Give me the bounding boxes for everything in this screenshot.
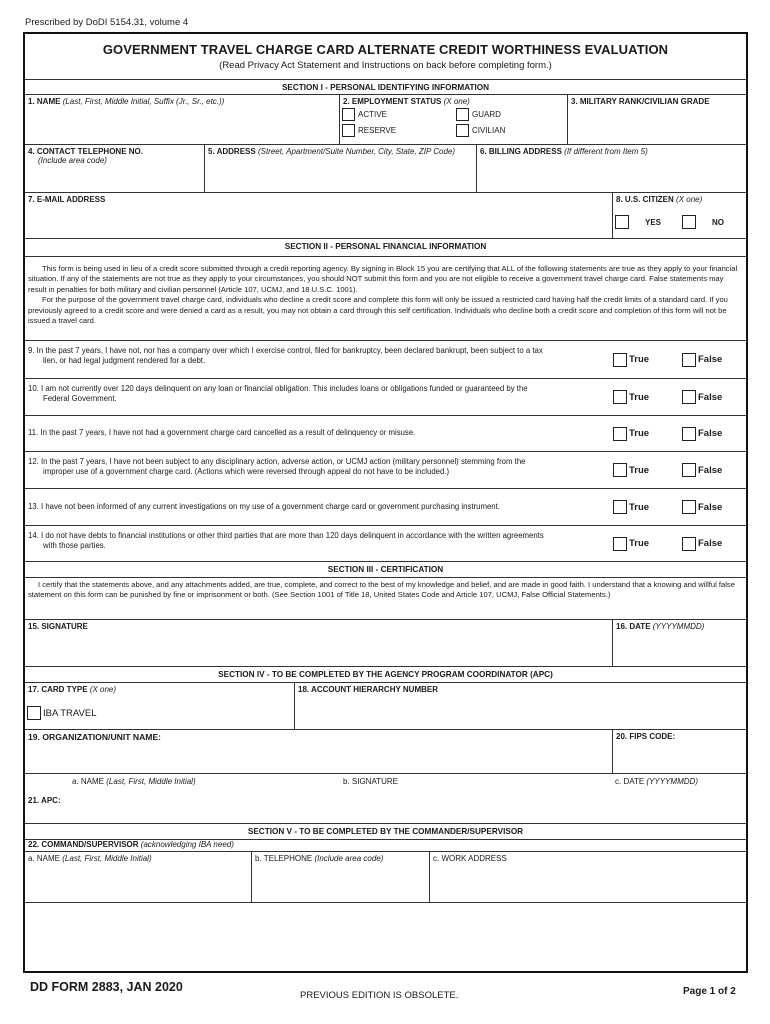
row-phone-address: [25, 145, 746, 193]
true-label: True: [629, 538, 650, 549]
commander-name-field[interactable]: [25, 851, 252, 902]
question-11-false-checkbox[interactable]: [682, 427, 696, 441]
apc-name-hint: (Last, First, Middle Initial): [106, 777, 196, 786]
phone-hint: (Include area code): [38, 156, 107, 165]
date-hint: (YYYYMMDD): [652, 622, 705, 631]
fips-field[interactable]: [613, 730, 746, 773]
form-title: GOVERNMENT TRAVEL CHARGE CARD ALTERNATE CREDIT WORTHINESS EVALUATION: [102, 42, 669, 57]
apc-date-hint: (YYYYMMDD): [646, 777, 698, 786]
false-label: False: [698, 354, 723, 365]
question-10-true-checkbox[interactable]: [613, 390, 627, 404]
address-hint: (Street, Apartment/Suite Number, City, State, ZIP Code): [257, 147, 456, 156]
question-9-false-checkbox[interactable]: [682, 353, 696, 367]
false-label: False: [698, 464, 723, 476]
commander-phone-field[interactable]: [252, 851, 430, 902]
question-12-line-1: 12. In the past 7 years, I have not been subject to any disciplinary action, adverse action, or UCMJ action (military personnel) stemming from the: [28, 457, 526, 466]
row-command-details: [25, 851, 746, 903]
iba-travel-checkbox[interactable]: [27, 706, 41, 720]
question-14-line-2: with those parties.: [43, 541, 106, 550]
apc-signature-label: b. SIGNATURE: [343, 777, 398, 786]
reserve-checkbox[interactable]: [342, 124, 355, 137]
address-field[interactable]: [205, 145, 477, 192]
citizen-yes-checkbox[interactable]: [615, 215, 629, 229]
question-10: [25, 379, 746, 416]
commander-phone-label: b. TELEPHONE: [255, 854, 313, 863]
date-field[interactable]: [613, 620, 746, 666]
work-address-field[interactable]: [430, 851, 746, 902]
hierarchy-label: 18. ACCOUNT HIERARCHY NUMBER: [298, 685, 439, 694]
name-hint: (Last, First, Middle Initial, Suffix (Jr., Sr., etc.)): [62, 97, 225, 106]
question-9-line-1: 9. In the past 7 years, I have not, nor has a company over which I exercise control, filed for bankruptcy, been declared bankrupt, been subject to a tax: [28, 346, 543, 355]
organization-field[interactable]: [25, 730, 613, 773]
section-3-title: SECTION III - CERTIFICATION: [25, 562, 746, 578]
question-11-line-1: 11. In the past 7 years, I have not had a government charge card cancelled as a result of delinquency or misuse.: [28, 428, 416, 437]
billing-address-field[interactable]: [477, 145, 746, 192]
section-2-instructions: [25, 257, 746, 341]
employment-label: 2. EMPLOYMENT STATUS: [343, 97, 442, 106]
question-9-line-2: lien, or had legal judgment rendered for a debt.: [43, 356, 206, 365]
employment-status-field: [340, 95, 568, 144]
form-frame: [23, 32, 748, 973]
question-12-false-checkbox[interactable]: [682, 463, 696, 477]
command-label: 22. COMMAND/SUPERVISOR: [28, 840, 139, 849]
apc-block: [25, 774, 746, 824]
guard-checkbox[interactable]: [456, 108, 469, 121]
fips-label: 20. FIPS CODE:: [616, 732, 676, 741]
hierarchy-field[interactable]: [295, 683, 746, 729]
form-subtitle: (Read Privacy Act Statement and Instructions on back before completing form.): [219, 60, 552, 71]
organization-label: 19. ORGANIZATION/UNIT NAME:: [28, 732, 162, 742]
certification-statement: [25, 578, 746, 620]
active-label: ACTIVE: [358, 110, 387, 119]
question-11: [25, 416, 746, 452]
previous-edition-note: PREVIOUS EDITION IS OBSOLETE.: [300, 990, 459, 1001]
card-type-hint: (X one): [89, 685, 117, 694]
phone-field[interactable]: [25, 145, 205, 192]
question-14: [25, 526, 746, 562]
citizen-field: [613, 193, 746, 238]
question-10-line-1: 10. I am not currently over 120 days delinquent on any loan or financial obligation. This includes loans or obligations funded or guaranteed by the: [28, 384, 528, 393]
employment-hint: (X one): [443, 97, 470, 106]
citizen-no-label: NO: [712, 217, 724, 227]
false-label: False: [698, 428, 723, 439]
true-label: True: [629, 501, 650, 513]
true-label: True: [629, 464, 650, 476]
question-14-false-checkbox[interactable]: [682, 537, 696, 551]
civilian-checkbox[interactable]: [456, 124, 469, 137]
citizen-label: 8. U.S. CITIZEN: [616, 195, 674, 204]
false-label: False: [698, 501, 723, 513]
question-13: [25, 489, 746, 526]
phone-label: 4. CONTACT TELEPHONE NO.: [28, 147, 143, 156]
prescribed-by: Prescribed by DoDI 5154.31, volume 4: [25, 17, 189, 28]
apc-label: 21. APC:: [28, 796, 61, 805]
active-checkbox[interactable]: [342, 108, 355, 121]
question-10-false-checkbox[interactable]: [682, 390, 696, 404]
question-12-true-checkbox[interactable]: [613, 463, 627, 477]
citizen-yes-label: YES: [645, 217, 662, 227]
work-address-label: c. WORK ADDRESS: [433, 854, 507, 863]
signature-field[interactable]: [25, 620, 613, 666]
command-supervisor-header: [25, 840, 746, 850]
iba-travel-label: IBA TRAVEL: [43, 707, 97, 719]
row-email-citizen: [25, 193, 746, 239]
card-type-label: 17. CARD TYPE: [28, 685, 88, 694]
certification-text: I certify that the statements above, and any attachments added, are true, complete, and correct to the best of my knowledge and belief, and are made in good faith. I understand that a knowing and willful false statement on this form can be punished by fine or imprisonment or both. (See Section 1001 of Title 18, United States Code and Article 107, UCMJ, False Official Statements.): [28, 580, 735, 600]
rank-label: 3. MILITARY RANK/CIVILIAN GRADE: [571, 97, 710, 106]
name-label: 1. NAME: [28, 97, 61, 106]
billing-hint: (If different from Item 5): [564, 147, 648, 156]
citizen-no-checkbox[interactable]: [682, 215, 696, 229]
billing-label: 6. BILLING ADDRESS: [480, 147, 562, 156]
question-13-true-checkbox[interactable]: [613, 500, 627, 514]
question-12-line-2: improper use of a government charge card. (Actions which were reversed through appeal do not have to be included.): [43, 467, 450, 476]
false-label: False: [698, 391, 723, 403]
question-14-true-checkbox[interactable]: [613, 537, 627, 551]
row-card-type: [25, 683, 746, 730]
true-label: True: [629, 354, 650, 365]
section-2-paragraph-2: For the purpose of the government travel charge card, individuals who decline a credit score and complete this form will only be issued a restricted card having half the credit limits of a standard card. If you previously agreed to a credit score and were denied a card as a result, you may not obtain a card through this self certification. Individuals who decline both a credit score and completion of this form will not be issued a travel card.: [28, 295, 728, 326]
true-label: True: [629, 391, 650, 403]
question-13-false-checkbox[interactable]: [682, 500, 696, 514]
commander-name-label: a. NAME: [28, 854, 61, 863]
email-label: 7. E-MAIL ADDRESS: [28, 195, 106, 204]
question-11-true-checkbox[interactable]: [613, 427, 627, 441]
name-field[interactable]: [25, 95, 340, 144]
form-number: DD FORM 2883, JAN 2020: [30, 980, 183, 994]
rank-field[interactable]: [568, 95, 746, 144]
date-label: 16. DATE: [616, 622, 651, 631]
row-organization: [25, 730, 746, 774]
citizen-hint: (X one): [676, 195, 703, 204]
section-2-title: SECTION II - PERSONAL FINANCIAL INFORMATION: [25, 239, 746, 257]
question-9: [25, 341, 746, 379]
signature-label: 15. SIGNATURE: [28, 622, 88, 631]
question-12: [25, 452, 746, 489]
apc-name-label: a. NAME: [72, 777, 105, 786]
commander-phone-hint: (Include area code): [314, 854, 384, 863]
section-2-paragraph-1: This form is being used in lieu of a credit score submitted through a credit reporting agency. By signing in Block 15 you are certifying that ALL of the following statements are true as they apply to your financial situation. If any of the statements are not true as they apply to your circumstances, you should NOT submit this form and you are not eligible to receive a government travel charge card. False statements may result in penalties for both military and civilian personnel (Article 107, UCMJ, and 18 U.S.C. 1001).: [28, 264, 738, 294]
section-4-title: SECTION IV - TO BE COMPLETED BY THE AGENCY PROGRAM COORDINATOR (APC): [25, 667, 746, 683]
email-field[interactable]: [25, 193, 613, 238]
card-type-field: [25, 683, 295, 729]
true-label: True: [629, 428, 650, 439]
form-header: [25, 34, 746, 80]
address-label: 5. ADDRESS: [208, 147, 256, 156]
question-14-line-1: 14. I do not have debts to financial institutions or other third parties that are more than 120 days delinquent in accordance with the written agreements: [28, 531, 544, 540]
page-number: Page 1 of 2: [683, 986, 736, 997]
false-label: False: [698, 538, 723, 549]
row-signature-date: [25, 620, 746, 667]
apc-date-label: c. DATE: [615, 777, 645, 786]
civilian-label: CIVILIAN: [472, 126, 506, 135]
commander-name-hint: (Last, First, Middle Initial): [62, 854, 152, 863]
section-5-title: SECTION V - TO BE COMPLETED BY THE COMMANDER/SUPERVISOR: [25, 824, 746, 840]
reserve-label: RESERVE: [358, 126, 397, 135]
question-13-line-1: 13. I have not been informed of any current investigations on my use of a government charge card or government purchasing instrument.: [28, 502, 500, 511]
guard-label: GUARD: [472, 110, 501, 119]
question-9-true-checkbox[interactable]: [613, 353, 627, 367]
question-10-line-2: Federal Government.: [43, 394, 117, 403]
row-name-employment: [25, 95, 746, 145]
section-1-title: SECTION I - PERSONAL IDENTIFYING INFORMATION: [25, 80, 746, 95]
command-hint: (acknowledging IBA need): [140, 840, 234, 849]
